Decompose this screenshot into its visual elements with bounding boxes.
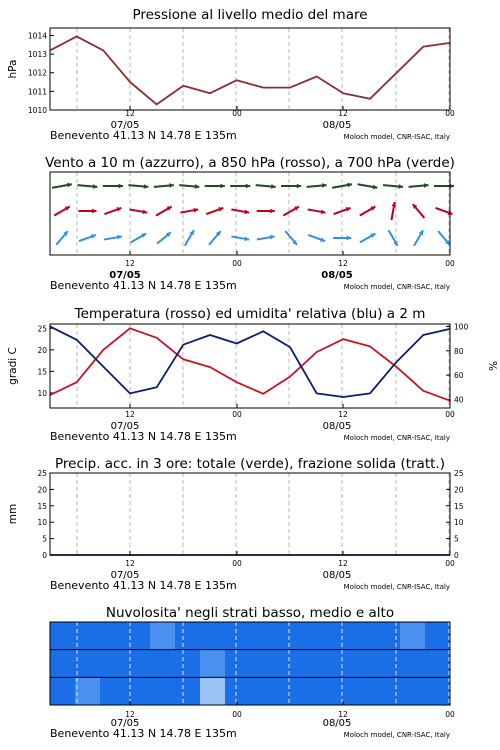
wind-arrow-barb xyxy=(334,213,336,214)
data-point xyxy=(76,36,77,37)
y-right-tick-label: 20 xyxy=(454,485,464,495)
credit-label: Moloch model, CNR-ISAC, Italy xyxy=(343,434,450,442)
y-tick-label: 25 xyxy=(37,324,47,334)
wind-arrow-barb xyxy=(438,209,440,210)
y-right-tick-label: 0 xyxy=(454,551,459,560)
x-tick-label: 12 xyxy=(338,410,348,419)
heatmap-cell xyxy=(150,677,176,705)
wind-arrow-barb xyxy=(421,214,422,216)
date-label: 07/05 xyxy=(109,270,141,281)
heatmap-cell xyxy=(275,677,301,705)
heatmap-cell xyxy=(175,650,201,678)
plot-background xyxy=(50,28,450,110)
y-tick-label: 15 xyxy=(37,501,47,511)
data-point xyxy=(423,46,424,47)
heatmap-cell xyxy=(75,677,101,705)
data-point xyxy=(316,393,317,394)
x-tick-label: 00 xyxy=(445,109,455,118)
heatmap-cell xyxy=(175,677,201,705)
date-label: 08/05 xyxy=(322,421,352,432)
x-tick-label: 00 xyxy=(232,259,242,268)
data-point xyxy=(156,387,157,388)
data-point xyxy=(396,72,397,73)
heatmap-cell xyxy=(175,622,201,650)
heatmap-cell xyxy=(225,677,251,705)
heatmap-cell xyxy=(225,650,251,678)
data-point xyxy=(236,343,237,344)
y-tick-label: 25 xyxy=(37,469,47,478)
x-tick-label: 12 xyxy=(125,259,135,268)
credit-label: Moloch model, CNR-ISAC, Italy xyxy=(343,133,450,141)
x-tick-label: 00 xyxy=(232,410,242,419)
y-tick-label: 0 xyxy=(42,551,47,560)
heatmap-cell xyxy=(75,622,101,650)
y-tick-label: 10 xyxy=(37,518,47,528)
x-tick-label: 12 xyxy=(338,259,348,268)
y-axis-label-right: % xyxy=(486,361,498,371)
data-point xyxy=(103,50,104,51)
data-point xyxy=(263,87,264,88)
x-tick-label: 00 xyxy=(445,559,455,568)
data-point xyxy=(343,93,344,94)
heatmap-cell xyxy=(250,677,276,705)
chart-title: Temperatura (rosso) ed umidita' relativa (blu) a 2 m xyxy=(74,306,426,322)
heatmap-cell xyxy=(125,677,151,705)
credit-label: Moloch model, CNR-ISAC, Italy xyxy=(343,583,450,591)
location-label: Benevento 41.13 N 14.78 E 135m xyxy=(50,129,237,142)
data-point xyxy=(289,87,290,88)
heatmap-cell xyxy=(425,622,451,650)
heatmap-cell xyxy=(200,677,226,705)
data-point xyxy=(103,366,104,367)
wind-arrow-barb xyxy=(156,214,158,215)
y-axis-label: hPa xyxy=(7,59,19,79)
data-point xyxy=(263,393,264,394)
credit-label: Moloch model, CNR-ISAC, Italy xyxy=(343,731,450,739)
date-label: 08/05 xyxy=(322,120,352,131)
data-point xyxy=(129,81,130,82)
heatmap-cell xyxy=(150,650,176,678)
data-point xyxy=(76,339,77,340)
heatmap-cell xyxy=(250,622,276,650)
heatmap-cell xyxy=(50,622,76,650)
heatmap-cell xyxy=(400,650,426,678)
x-tick-label: 00 xyxy=(445,410,455,419)
y-right-tick-label: 15 xyxy=(454,501,464,511)
y-right-tick-label: 5 xyxy=(454,534,459,544)
data-point xyxy=(369,393,370,394)
chart-wind xyxy=(45,155,455,292)
data-point xyxy=(183,85,184,86)
heatmap-cell xyxy=(150,622,176,650)
y-tick-label: 5 xyxy=(42,534,47,544)
y-tick-label: 1010 xyxy=(27,106,47,115)
date-label: 07/05 xyxy=(110,718,140,729)
x-tick-label: 00 xyxy=(445,710,455,719)
heatmap-cell xyxy=(300,622,326,650)
data-point xyxy=(209,366,210,367)
data-point xyxy=(423,334,424,335)
heatmap-cell xyxy=(100,650,126,678)
y-right-tick-label: 40 xyxy=(454,395,464,405)
heatmap-cell xyxy=(225,622,251,650)
y-axis-label: mm xyxy=(7,503,19,525)
heatmap-cell xyxy=(125,650,151,678)
date-label: 07/05 xyxy=(110,421,140,432)
data-point xyxy=(129,328,130,329)
data-point xyxy=(209,93,210,94)
x-tick-label: 12 xyxy=(125,710,135,719)
wind-arrow-barb xyxy=(283,214,285,215)
heatmap-cell xyxy=(300,650,326,678)
wind-arrow-barb xyxy=(360,214,362,215)
heatmap-cell xyxy=(275,650,301,678)
x-tick-label: 12 xyxy=(125,559,135,568)
data-point xyxy=(183,344,184,345)
heatmap-cell xyxy=(200,650,226,678)
data-point xyxy=(289,376,290,377)
data-point xyxy=(316,351,317,352)
chart-title: Pressione al livello medio del mare xyxy=(132,7,368,23)
plot-background xyxy=(50,473,450,555)
location-label: Benevento 41.13 N 14.78 E 135m xyxy=(50,727,237,740)
y-right-tick-label: 10 xyxy=(454,518,464,528)
heatmap-cell xyxy=(375,622,401,650)
data-point xyxy=(423,390,424,391)
wind-arrow-barb xyxy=(57,213,59,214)
x-tick-label: 12 xyxy=(125,410,135,419)
x-tick-label: 00 xyxy=(232,559,242,568)
heatmap-cell xyxy=(425,650,451,678)
wind-arrow-barb xyxy=(423,216,424,218)
data-point xyxy=(343,396,344,397)
heatmap-cell xyxy=(375,650,401,678)
data-point xyxy=(236,382,237,383)
data-point xyxy=(156,104,157,105)
data-point xyxy=(76,382,77,383)
heatmap-cell xyxy=(100,677,126,705)
chart-cloudiness xyxy=(50,605,455,740)
chart-title: Precip. acc. in 3 ore: totale (verde), frazione solida (tratt.) xyxy=(55,456,445,472)
data-point xyxy=(369,346,370,347)
data-point xyxy=(236,80,237,81)
y-tick-label: 1011 xyxy=(27,87,47,97)
wind-arrow-barb xyxy=(104,213,106,214)
data-point xyxy=(209,334,210,335)
x-tick-label: 00 xyxy=(232,710,242,719)
heatmap-cell xyxy=(400,677,426,705)
data-point xyxy=(396,366,397,367)
data-point xyxy=(289,347,290,348)
data-point xyxy=(183,359,184,360)
data-point xyxy=(396,361,397,362)
x-tick-label: 12 xyxy=(338,109,348,118)
wind-arrow-barb xyxy=(54,214,56,215)
chart-temperature_humidity xyxy=(7,306,498,443)
heatmap-cell xyxy=(400,622,426,650)
y-tick-label: 1014 xyxy=(27,31,47,41)
wind-arrow-barb xyxy=(286,213,288,214)
date-label: 08/05 xyxy=(322,570,352,581)
location-label: Benevento 41.13 N 14.78 E 135m xyxy=(50,279,237,292)
y-right-tick-label: 25 xyxy=(454,469,464,478)
x-tick-label: 12 xyxy=(338,559,348,568)
location-label: Benevento 41.13 N 14.78 E 135m xyxy=(50,579,237,592)
heatmap-cell xyxy=(125,622,151,650)
x-tick-label: 00 xyxy=(232,109,242,118)
date-label: 07/05 xyxy=(110,120,140,131)
wind-arrow-barb xyxy=(209,212,211,213)
chart-pressure xyxy=(7,7,455,142)
heatmap-cell xyxy=(425,677,451,705)
date-label: 08/05 xyxy=(321,270,353,281)
y-axis-label: gradi C xyxy=(7,347,19,385)
heatmap-cell xyxy=(325,677,351,705)
data-point xyxy=(103,349,104,350)
heatmap-cell xyxy=(325,622,351,650)
heatmap-cell xyxy=(350,677,376,705)
location-label: Benevento 41.13 N 14.78 E 135m xyxy=(50,430,237,443)
wind-arrow-barb xyxy=(107,212,109,213)
x-tick-label: 12 xyxy=(125,109,135,118)
data-point xyxy=(316,76,317,77)
data-point xyxy=(156,337,157,338)
y-tick-label: 1013 xyxy=(27,50,47,60)
heatmap-cell xyxy=(350,622,376,650)
y-right-tick-label: 100 xyxy=(454,322,469,332)
x-tick-label: 00 xyxy=(445,259,455,268)
heatmap-cell xyxy=(250,650,276,678)
y-tick-label: 10 xyxy=(37,388,47,398)
y-tick-label: 20 xyxy=(37,485,47,495)
y-tick-label: 15 xyxy=(37,367,47,377)
wind-arrow-barb xyxy=(206,213,208,214)
credit-label: Moloch model, CNR-ISAC, Italy xyxy=(343,283,450,291)
wind-arrow-barb xyxy=(336,212,338,213)
data-point xyxy=(129,393,130,394)
heatmap-cell xyxy=(75,650,101,678)
data-point xyxy=(369,98,370,99)
wind-arrow-barb xyxy=(158,213,160,214)
chart-title: Vento a 10 m (azzurro), a 850 hPa (rosso), a 700 hPa (verde) xyxy=(45,155,455,171)
wind-arrow-barb xyxy=(436,208,438,209)
y-tick-label: 20 xyxy=(37,345,47,355)
heatmap-cell xyxy=(325,650,351,678)
chart-precipitation xyxy=(7,456,464,592)
data-point xyxy=(263,331,264,332)
y-right-tick-label: 60 xyxy=(454,371,464,381)
heatmap-cell xyxy=(375,677,401,705)
heatmap-cell xyxy=(200,622,226,650)
heatmap-cell xyxy=(100,622,126,650)
heatmap-cell xyxy=(275,622,301,650)
heatmap-cell xyxy=(50,650,76,678)
heatmap-cell xyxy=(350,650,376,678)
y-right-tick-label: 80 xyxy=(454,346,464,356)
x-tick-label: 12 xyxy=(338,710,348,719)
chart-title: Nuvolosita' negli strati basso, medio e alto xyxy=(105,605,395,621)
data-point xyxy=(343,338,344,339)
heatmap-cell xyxy=(300,677,326,705)
date-label: 08/05 xyxy=(322,718,352,729)
y-tick-label: 1012 xyxy=(27,68,47,78)
date-label: 07/05 xyxy=(110,570,140,581)
wind-arrow-barb xyxy=(362,213,364,214)
heatmap-cell xyxy=(50,677,76,705)
plot-background xyxy=(50,172,450,255)
